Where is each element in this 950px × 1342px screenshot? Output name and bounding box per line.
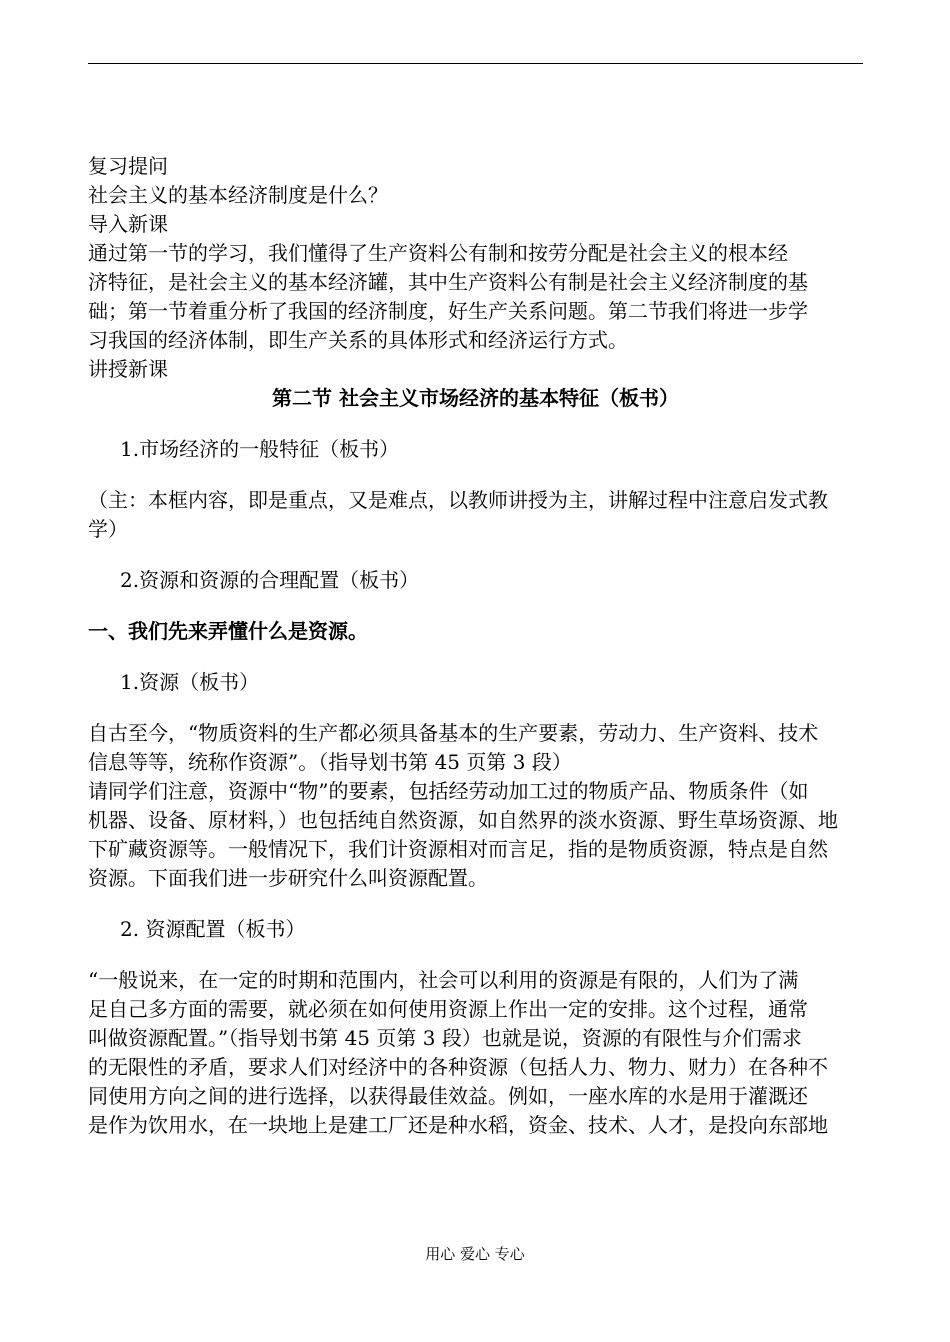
allocation-line: 是作为饮用水，在一块地上是建工厂还是种水稻，资金、技术、人才，是投向东部地 (88, 1113, 828, 1137)
allocation-line: 足自己多方面的需要，就必须在如何使用资源上作出一定的安排。这个过程，通常 (88, 997, 808, 1021)
item-2: 2.资源和资源的合理配置（板书） (120, 568, 420, 592)
allocation-line: 同使用方向之间的进行选择，以获得最佳效益。例如，一座水库的水是用于灌溉还 (88, 1084, 808, 1108)
teacher-note (88, 486, 863, 544)
review-heading: 复习提问 (88, 154, 168, 178)
review-question: 社会主义的基本经济制度是什么？ (88, 183, 388, 207)
note-line: （主：本框内容，即是重点，又是难点，以教师讲授为主，讲解过程中注意启发式教 (88, 488, 828, 512)
intro-line: 习我国的经济体制，即生产关系的具体形式和经济运行方式。 (88, 328, 628, 352)
part-1-heading: 一、我们先来弄懂什么是资源。 (88, 619, 368, 643)
intro-heading: 导入新课 (88, 212, 168, 236)
intro-line: 济特征，是社会主义的基本经济罐，其中生产资料公有制是社会主义经济制度的基 (88, 270, 808, 294)
document-body (88, 152, 863, 1140)
resource-line: 机器、设备、原材料，）也包括纯自然资源，如自然界的淡水资源、野生草场资源、地 (88, 808, 838, 832)
resource-line: 请同学们注意，资源中“物”的要素，包括经劳动加工过的物质产品、物质条件（如 (88, 779, 809, 803)
allocation-line: “一般说来，在一定的时期和范围内，社会可以利用的资源是有限的，人们为了满 (88, 968, 799, 992)
intro-line: 通过第一节的学习，我们懂得了生产资料公有制和按劳分配是社会主义的根本经 (88, 241, 788, 265)
resource-line: 下矿藏资源等。一般情况下，我们计资源相对而言足，指的是物质资源，特点是自然 (88, 837, 828, 861)
intro-paragraph (88, 239, 863, 355)
sub-2: 2. 资源配置（板书） (120, 917, 306, 941)
resource-paragraph (88, 719, 863, 893)
note-line: 学） (88, 517, 128, 541)
section-title: 第二节 社会主义市场经济的基本特征（板书） (272, 386, 679, 410)
resource-line: 自古至今，“物质资料的生产都必须具备基本的生产要素，劳动力、生产资料、技术 (88, 721, 819, 745)
header-rule (88, 63, 863, 64)
resource-line: 资源。下面我们进一步研究什么叫资源配置。 (88, 866, 488, 890)
allocation-paragraph (88, 966, 863, 1140)
resource-line: 信息等等，统称作资源”。（指导划书第 45 页第 3 段） (88, 750, 572, 774)
page-footer: 用心 爱心 专心 (425, 1245, 525, 1263)
allocation-line: 的无限性的矛盾，要求人们对经济中的各种资源（包括人力、物力、财力）在各种不 (88, 1055, 828, 1079)
sub-1: 1.资源（板书） (120, 670, 260, 694)
item-1: 1.市场经济的一般特征（板书） (120, 437, 400, 461)
lecture-heading: 讲授新课 (88, 357, 168, 381)
intro-line: 础；第一节着重分析了我国的经济制度，好生产关系问题。第二节我们将进一步学 (88, 299, 808, 323)
allocation-line: 叫做资源配置。”（指导划书第 45 页第 3 段）也就是说，资源的有限性与介们需求 (88, 1026, 802, 1050)
